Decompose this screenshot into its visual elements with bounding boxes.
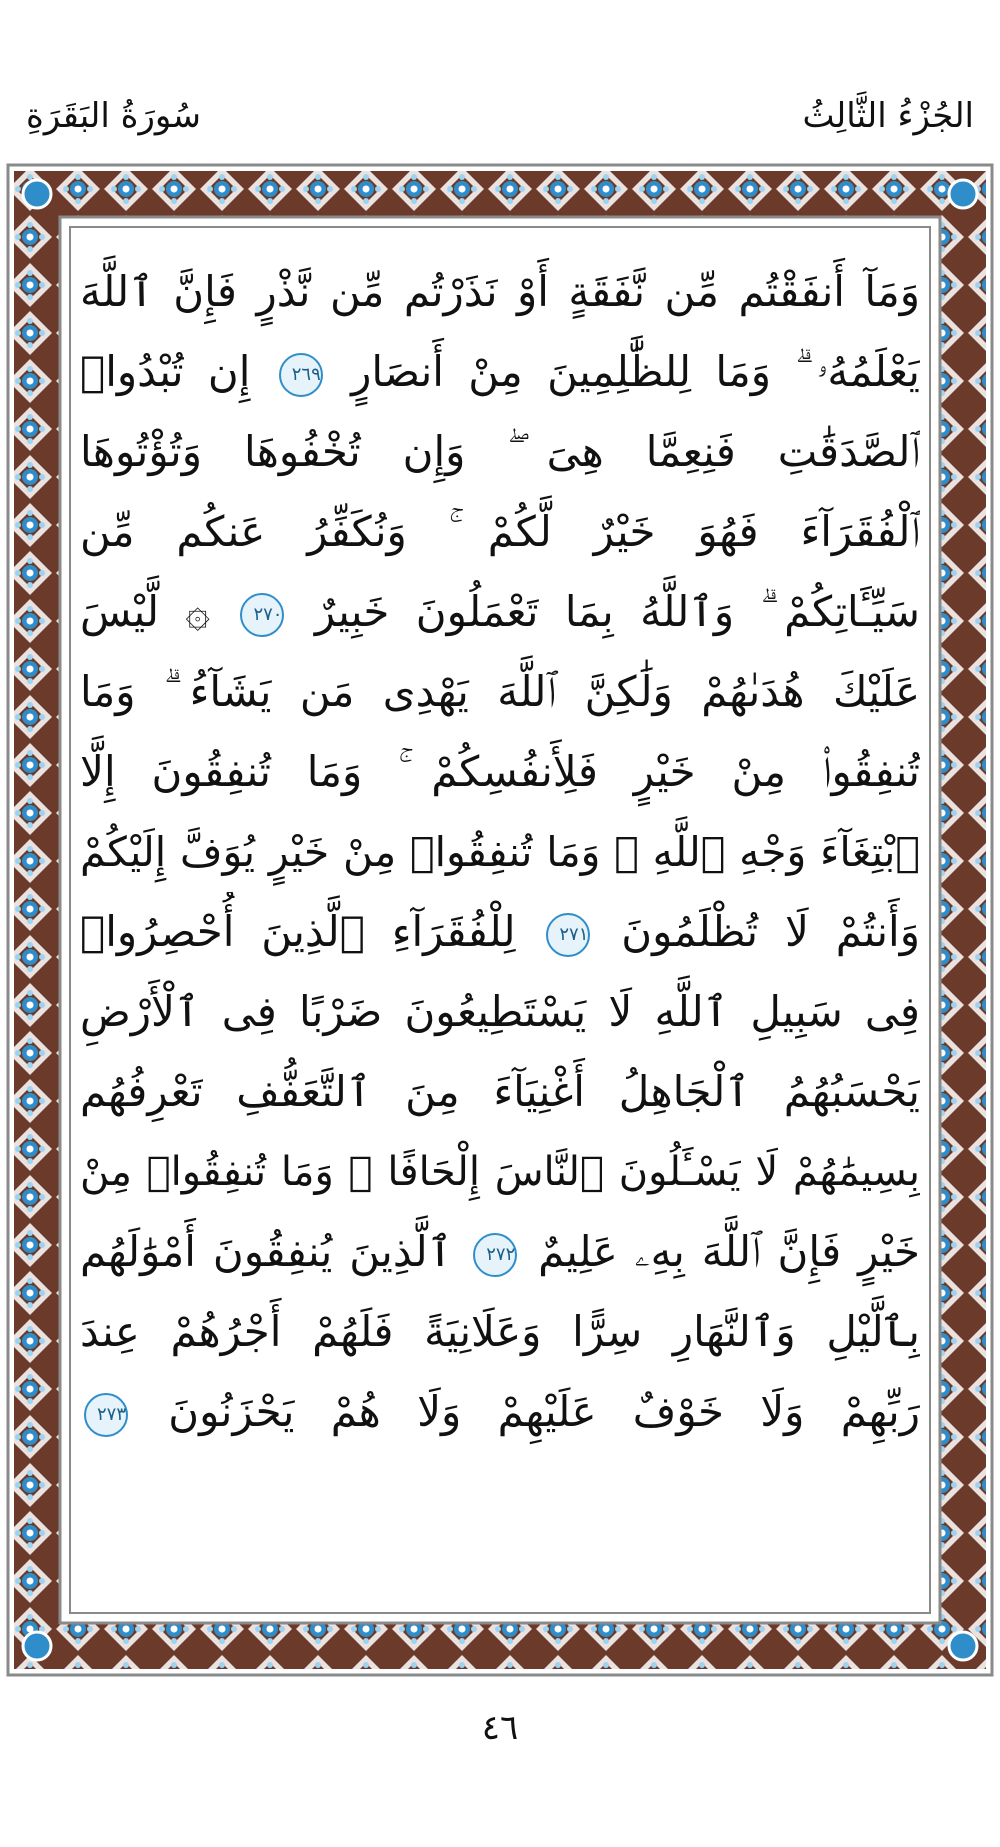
verse-line <box>80 252 920 332</box>
verse-text: وَأَنتُمْ لَا تُظْلَمُونَ <box>621 907 920 956</box>
verse-line <box>80 572 920 652</box>
verse-text-continuation: ۞ لَّيْسَ <box>80 587 211 636</box>
verse-text-continuation: ٱلَّذِينَ يُنفِقُونَ أَمْوَٰلَهُم <box>80 1227 453 1276</box>
verse-text: بِسِيمَٰهُمْ لَا يَسْـَٔلُونَ ٱلنَّاسَ إِلْحَافًا ۗ وَمَا تُنفِقُوا۟ مِنْ <box>80 1149 920 1195</box>
verse-text: رَبِّهِمْ وَلَا خَوْفٌ عَلَيْهِمْ وَلَا هُمْ يَحْزَنُونَ <box>168 1387 920 1436</box>
ayah-number-marker: ٢٧٠ <box>240 593 284 637</box>
verse-text: يَحْسَبُهُمُ ٱلْجَاهِلُ أَغْنِيَآءَ مِنَ ٱلتَّعَفُّفِ تَعْرِفُهُم <box>80 1067 920 1116</box>
verse-text: تُنفِقُوا۟ مِنْ خَيْرٍ فَلِأَنفُسِكُمْ ۚ وَمَا تُنفِقُونَ إِلَّا <box>80 747 920 796</box>
verse-text: خَيْرٍ فَإِنَّ ٱللَّهَ بِهِۦ عَلِيمٌ <box>538 1227 920 1276</box>
verse-line <box>80 652 920 732</box>
juz-name-header: الجُزْءُ الثَّالِثُ <box>802 96 974 136</box>
verse-line <box>80 332 920 412</box>
verse-text: ٱلْفُقَرَآءَ فَهُوَ خَيْرٌ لَّكُمْ ۚ وَنُكَفِّرُ عَنكُم مِّن <box>80 507 920 556</box>
verse-text: يَعْلَمُهُۥ ۗ وَمَا لِلظَّٰلِمِينَ مِنْ أَنصَارٍ <box>351 347 920 396</box>
verse-line <box>80 1132 920 1212</box>
ayah-number-marker: ٢٧١ <box>546 913 590 957</box>
verse-line <box>80 892 920 972</box>
verse-line <box>80 812 920 892</box>
verse-text-continuation: إِن تُبْدُوا۟ <box>80 347 251 396</box>
verse-line <box>80 732 920 812</box>
verse-text: ٱلصَّدَقَٰتِ فَنِعِمَّا هِىَ ۖ وَإِن تُخْفُوهَا وَتُؤْتُوهَا <box>80 427 920 476</box>
verse-text: عَلَيْكَ هُدَىٰهُمْ وَلَٰكِنَّ ٱللَّهَ يَهْدِى مَن يَشَآءُ ۗ وَمَا <box>80 667 920 716</box>
page-number: ٤٦ <box>481 1708 519 1748</box>
verse-line <box>80 492 920 572</box>
ayah-number-marker: ٢٧٢ <box>473 1233 517 1277</box>
verse-line <box>80 1372 920 1452</box>
ayah-number-marker: ٢٦٩ <box>279 353 323 397</box>
verse-line <box>80 1212 920 1292</box>
verse-text-continuation: لِلْفُقَرَآءِ ٱلَّذِينَ أُحْصِرُوا۟ <box>80 907 516 956</box>
verse-text: سَيِّـَٔاتِكُمْ ۗ وَٱللَّهُ بِمَا تَعْمَلُونَ خَبِيرٌ <box>314 587 920 636</box>
verse-line <box>80 412 920 492</box>
verse-text: بِٱلَّيْلِ وَٱلنَّهَارِ سِرًّا وَعَلَانِيَةً فَلَهُمْ أَجْرُهُمْ عِندَ <box>80 1307 920 1356</box>
verse-text: ٱبْتِغَآءَ وَجْهِ ٱللَّهِ ۚ وَمَا تُنفِقُوا۟ مِنْ خَيْرٍ يُوَفَّ إِلَيْكُمْ <box>80 828 920 876</box>
surah-name-header: سُورَةُ البَقَرَةِ <box>26 96 201 136</box>
verse-text: فِى سَبِيلِ ٱللَّهِ لَا يَسْتَطِيعُونَ ضَرْبًا فِى ٱلْأَرْضِ <box>80 987 920 1036</box>
verse-text: وَمَآ أَنفَقْتُم مِّن نَّفَقَةٍ أَوْ نَذَرْتُم مِّن نَّذْرٍ فَإِنَّ ٱللَّهَ <box>80 267 920 316</box>
quran-text <box>80 252 920 1612</box>
verse-line <box>80 1292 920 1372</box>
verse-line <box>80 1052 920 1132</box>
ayah-number-marker: ٢٧٣ <box>84 1393 128 1437</box>
verse-line <box>80 972 920 1052</box>
